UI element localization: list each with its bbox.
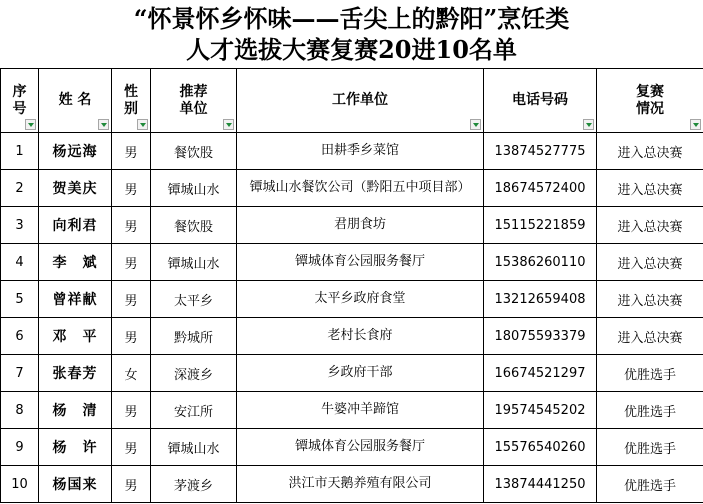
- table-row: [1, 133, 703, 170]
- table-row: [1, 355, 703, 392]
- header-seq: [1, 69, 39, 133]
- cell-result: 优胜选手: [597, 429, 703, 466]
- cell-gender: 男: [112, 281, 151, 318]
- cell-phone: 15386260110: [484, 244, 597, 281]
- header-phone-label: 电话号码: [512, 92, 568, 108]
- cell-work: 太平乡政府食堂: [237, 281, 484, 318]
- cell-seq: 1: [1, 133, 39, 170]
- cell-name: 张春芳: [39, 355, 112, 392]
- cell-result: 进入总决赛: [597, 170, 703, 207]
- cell-phone: 13874441250: [484, 466, 597, 503]
- cell-gender: 男: [112, 466, 151, 503]
- cell-work: 牛婆冲羊蹄馆: [237, 392, 484, 429]
- header-result: [597, 69, 703, 133]
- cell-result: 进入总决赛: [597, 281, 703, 318]
- cell-name: 杨远海: [39, 133, 112, 170]
- cell-name: 贺美庆: [39, 170, 112, 207]
- header-gender: [112, 69, 151, 133]
- cell-result: 优胜选手: [597, 392, 703, 429]
- cell-result: 进入总决赛: [597, 133, 703, 170]
- cell-name: 曾祥献: [39, 281, 112, 318]
- cell-name: 邓 平: [39, 318, 112, 355]
- cell-name: 杨国来: [39, 466, 112, 503]
- cell-result: 进入总决赛: [597, 318, 703, 355]
- header-name: [39, 69, 112, 133]
- cell-gender: 男: [112, 392, 151, 429]
- cell-recommend: 太平乡: [151, 281, 237, 318]
- cell-name: 杨 清: [39, 392, 112, 429]
- cell-phone: 19574545202: [484, 392, 597, 429]
- cell-recommend: 镡城山水: [151, 170, 237, 207]
- cell-work: 乡政府干部: [237, 355, 484, 392]
- cell-phone: 16674521297: [484, 355, 597, 392]
- cell-seq: 8: [1, 392, 39, 429]
- filter-dropdown-icon[interactable]: [583, 119, 594, 130]
- cell-seq: 3: [1, 207, 39, 244]
- cell-phone: 13874527775: [484, 133, 597, 170]
- header-row: [1, 69, 703, 133]
- table-row: [1, 318, 703, 355]
- cell-seq: 5: [1, 281, 39, 318]
- cell-seq: 10: [1, 466, 39, 503]
- cell-seq: 9: [1, 429, 39, 466]
- cell-result: 优胜选手: [597, 466, 703, 503]
- cell-work: 君朋食坊: [237, 207, 484, 244]
- filter-dropdown-icon[interactable]: [470, 119, 481, 130]
- cell-recommend: 餐饮股: [151, 133, 237, 170]
- header-phone: [484, 69, 597, 133]
- cell-result: 进入总决赛: [597, 244, 703, 281]
- filter-dropdown-icon[interactable]: [690, 119, 701, 130]
- title-line-2: 人才选拔大赛复赛20进10名单: [186, 35, 517, 64]
- contestant-table: [0, 68, 703, 503]
- table-row: [1, 207, 703, 244]
- table-row: [1, 429, 703, 466]
- cell-seq: 4: [1, 244, 39, 281]
- cell-work: 镡城体育公园服务餐厅: [237, 429, 484, 466]
- header-result-label: 复赛情况: [636, 83, 664, 117]
- header-recommend-label: 推荐单位: [179, 83, 208, 117]
- filter-dropdown-icon[interactable]: [98, 119, 109, 130]
- title-line-1: “怀景怀乡怀味——舌尖上的黔阳”烹饪类: [133, 4, 570, 33]
- table-row: [1, 466, 703, 503]
- cell-recommend: 茅渡乡: [151, 466, 237, 503]
- cell-name: 李 斌: [39, 244, 112, 281]
- cell-work: 镡城体育公园服务餐厅: [237, 244, 484, 281]
- filter-dropdown-icon[interactable]: [25, 119, 36, 130]
- header-gender-label: 性别: [124, 83, 138, 117]
- cell-name: 杨 许: [39, 429, 112, 466]
- cell-recommend: 黔城所: [151, 318, 237, 355]
- cell-gender: 男: [112, 429, 151, 466]
- table-row: [1, 281, 703, 318]
- header-seq-label: 序号: [12, 83, 27, 117]
- cell-work: 田耕季乡菜馆: [237, 133, 484, 170]
- cell-seq: 7: [1, 355, 39, 392]
- cell-gender: 男: [112, 133, 151, 170]
- cell-gender: 男: [112, 244, 151, 281]
- table-row: [1, 170, 703, 207]
- cell-phone: 18075593379: [484, 318, 597, 355]
- filter-dropdown-icon[interactable]: [223, 119, 234, 130]
- cell-recommend: 镡城山水: [151, 429, 237, 466]
- cell-recommend: 安江所: [151, 392, 237, 429]
- cell-phone: 13212659408: [484, 281, 597, 318]
- header-work-label: 工作单位: [332, 92, 388, 108]
- cell-seq: 6: [1, 318, 39, 355]
- cell-gender: 男: [112, 207, 151, 244]
- cell-result: 优胜选手: [597, 355, 703, 392]
- cell-phone: 15576540260: [484, 429, 597, 466]
- cell-gender: 男: [112, 318, 151, 355]
- cell-phone: 18674572400: [484, 170, 597, 207]
- header-name-label: 姓 名: [58, 92, 92, 108]
- header-work: [237, 69, 484, 133]
- cell-seq: 2: [1, 170, 39, 207]
- cell-phone: 15115221859: [484, 207, 597, 244]
- cell-recommend: 餐饮股: [151, 207, 237, 244]
- cell-result: 进入总决赛: [597, 207, 703, 244]
- cell-gender: 女: [112, 355, 151, 392]
- cell-name: 向利君: [39, 207, 112, 244]
- cell-recommend: 深渡乡: [151, 355, 237, 392]
- cell-work: 镡城山水餐饮公司（黔阳五中项目部）: [237, 170, 484, 207]
- cell-work: 老村长食府: [237, 318, 484, 355]
- table-row: [1, 392, 703, 429]
- header-recommend: [151, 69, 237, 133]
- table-row: [1, 244, 703, 281]
- filter-dropdown-icon[interactable]: [137, 119, 148, 130]
- cell-recommend: 镡城山水: [151, 244, 237, 281]
- cell-gender: 男: [112, 170, 151, 207]
- cell-work: 洪江市天鹅养殖有限公司: [237, 466, 484, 503]
